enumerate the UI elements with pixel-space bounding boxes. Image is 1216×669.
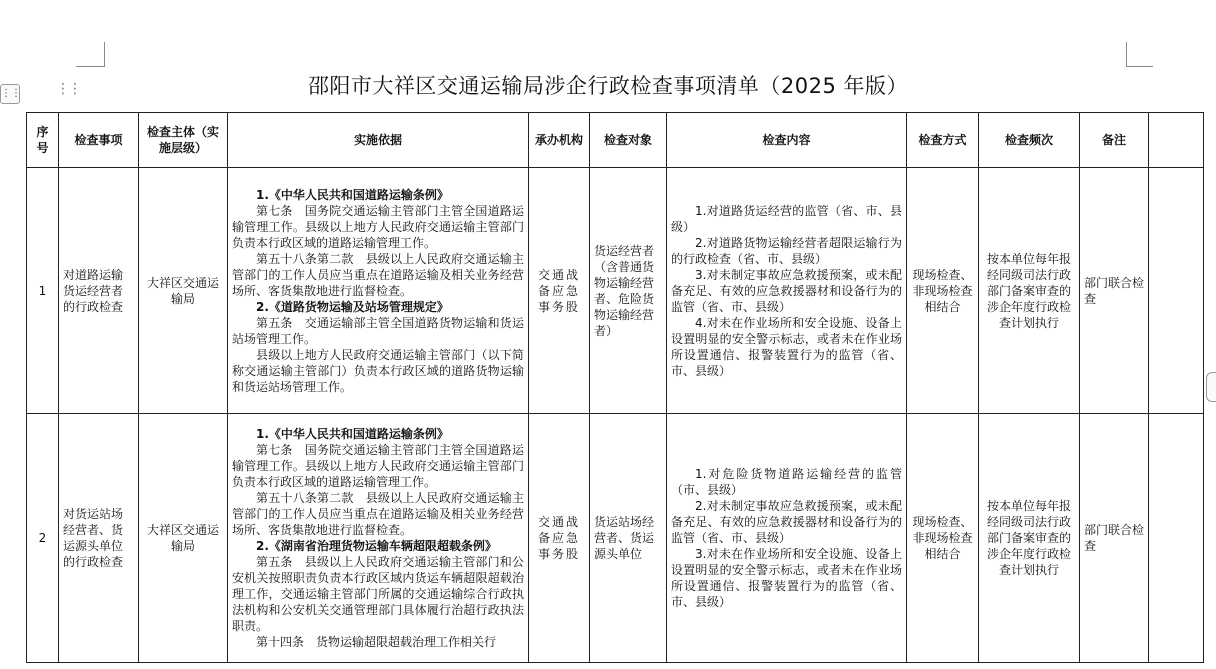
cell-method: 现场检查、非现场检查相结合 bbox=[907, 168, 979, 414]
header-content: 检查内容 bbox=[667, 113, 907, 168]
content-item: 1.对危险货物道路运输经营的监管（市、县级） bbox=[671, 467, 902, 497]
basis-law-title: 2.《湖南省治理货物运输车辆超限超载条例》 bbox=[256, 539, 497, 553]
cell-org: 交通战备应急事务股 bbox=[529, 414, 590, 663]
basis-paragraph: 第五条 交通运输部主管全国道路货物运输和货运站场管理工作。 bbox=[232, 315, 524, 346]
content-item: 2.对未制定事故应急救援预案，或未配备充足、有效的应急救援器材和设备行为的监管（省、市、县级） bbox=[671, 499, 902, 545]
cell-org: 交通战备应急事务股 bbox=[529, 168, 590, 414]
cell-blank bbox=[1149, 168, 1204, 414]
content-item: 1.对道路货运经营的监管（省、市、县级） bbox=[671, 203, 902, 234]
content-item: 2.对道路货物运输经营者超限运输行为的行政检查（省、市、县级） bbox=[671, 235, 902, 266]
table-row bbox=[27, 414, 1204, 663]
cell-target: 货运经营者（含普通货物运输经营者、危险货物运输经营者） bbox=[590, 168, 667, 414]
cell-note: 部门联合检查 bbox=[1080, 414, 1149, 663]
basis-paragraph: 第七条 国务院交通运输主管部门主管全国道路运输管理工作。县级以上地方人民政府交通运输主管部门负责本行政区域的道路运输管理工作。 bbox=[232, 443, 524, 489]
cell-content bbox=[667, 168, 907, 414]
header-seq: 序号 bbox=[27, 113, 59, 168]
header-method: 检查方式 bbox=[907, 113, 979, 168]
basis-law-title: 1.《中华人民共和国道路运输条例》 bbox=[256, 187, 449, 202]
header-subject: 检查主体（实施层级） bbox=[139, 113, 228, 168]
table-row bbox=[27, 168, 1204, 414]
table-move-handle-icon[interactable]: ⋮⋮ bbox=[56, 81, 80, 97]
table-header-row bbox=[27, 113, 1204, 168]
cell-method: 现场检查、非现场检查相结合 bbox=[907, 414, 979, 663]
cell-seq: 1 bbox=[27, 168, 59, 414]
cell-subject: 大祥区交通运输局 bbox=[139, 414, 228, 663]
document-title: 邵阳市大祥区交通运输局涉企行政检查事项清单（2025 年版） bbox=[307, 74, 909, 98]
cell-item: 对货运站场经营者、货运源头单位的行政检查 bbox=[59, 414, 139, 663]
crop-mark-top-right bbox=[1126, 42, 1153, 67]
basis-paragraph: 第五十八条第二款 县级以上人民政府交通运输主管部门的工作人员应当重点在道路运输及相关业务经营场所、客货集散地进行监督检查。 bbox=[232, 251, 524, 298]
basis-paragraph: 县级以上地方人民政府交通运输主管部门（以下简称交通运输主管部门）负责本行政区域的道路货物运输和货运站场管理工作。 bbox=[232, 347, 524, 394]
cell-basis bbox=[228, 414, 529, 663]
basis-law-title: 1.《中华人民共和国道路运输条例》 bbox=[256, 427, 449, 441]
header-item: 检查事项 bbox=[59, 113, 139, 168]
cell-target: 货运站场经营者、货运源头单位 bbox=[590, 414, 667, 663]
table-select-handle-icon[interactable]: ⋮⋮ bbox=[0, 84, 20, 104]
header-frequency: 检查频次 bbox=[979, 113, 1080, 168]
header-target: 检查对象 bbox=[590, 113, 667, 168]
cell-subject: 大祥区交通运输局 bbox=[139, 168, 228, 414]
header-note: 备注 bbox=[1080, 113, 1149, 168]
cell-blank bbox=[1149, 414, 1204, 663]
content-item: 3.对未制定事故应急救援预案，或未配备充足、有效的应急救援器材和设备行为的监管（省、市、县级） bbox=[671, 267, 902, 314]
cell-basis bbox=[228, 168, 529, 414]
header-blank bbox=[1149, 113, 1204, 168]
cell-note: 部门联合检查 bbox=[1080, 168, 1149, 414]
cell-content bbox=[667, 414, 907, 663]
cell-item: 对道路运输货运经营者的行政检查 bbox=[59, 168, 139, 414]
inspection-items-table bbox=[26, 112, 1204, 663]
crop-mark-top-left bbox=[76, 42, 105, 67]
cell-frequency: 按本单位每年报经同级司法行政部门备案审查的涉企年度行政检查计划执行 bbox=[979, 168, 1080, 414]
basis-law-title: 2.《道路货物运输及站场管理规定》 bbox=[256, 299, 449, 314]
header-org: 承办机构 bbox=[529, 113, 590, 168]
cell-frequency: 按本单位每年报经同级司法行政部门备案审查的涉企年度行政检查计划执行 bbox=[979, 414, 1080, 663]
basis-paragraph: 第七条 国务院交通运输主管部门主管全国道路运输管理工作。县级以上地方人民政府交通运输主管部门负责本行政区域的道路运输管理工作。 bbox=[232, 203, 524, 250]
side-panel-toggle-icon[interactable] bbox=[1206, 372, 1216, 402]
basis-paragraph: 第十四条 货物运输超限超载治理工作相关行 bbox=[256, 635, 497, 649]
content-item: 3.对未在作业场所和安全设施、设备上设置明显的安全警示标志，或者未在作业场所设置通信、报警装置行为的监管（省、市、县级） bbox=[671, 547, 902, 609]
cell-seq: 2 bbox=[27, 414, 59, 663]
basis-paragraph: 第五十八条第二款 县级以上人民政府交通运输主管部门的工作人员应当重点在道路运输及相关业务经营场所、客货集散地进行监督检查。 bbox=[232, 491, 524, 537]
content-item: 4.对未在作业场所和安全设施、设备上设置明显的安全警示标志，或者未在作业场所设置通信、报警装置行为的监管（省、市、县级） bbox=[671, 315, 902, 378]
basis-paragraph: 第五条 县级以上人民政府交通运输主管部门和公安机关按照职责负责本行政区域内货运车辆超限超载治理工作，交通运输主管部门所属的交通运输综合行政执法机构和公安机关交通管理部门具体履行治超行政执法职责。 bbox=[232, 555, 524, 633]
header-basis: 实施依据 bbox=[228, 113, 529, 168]
